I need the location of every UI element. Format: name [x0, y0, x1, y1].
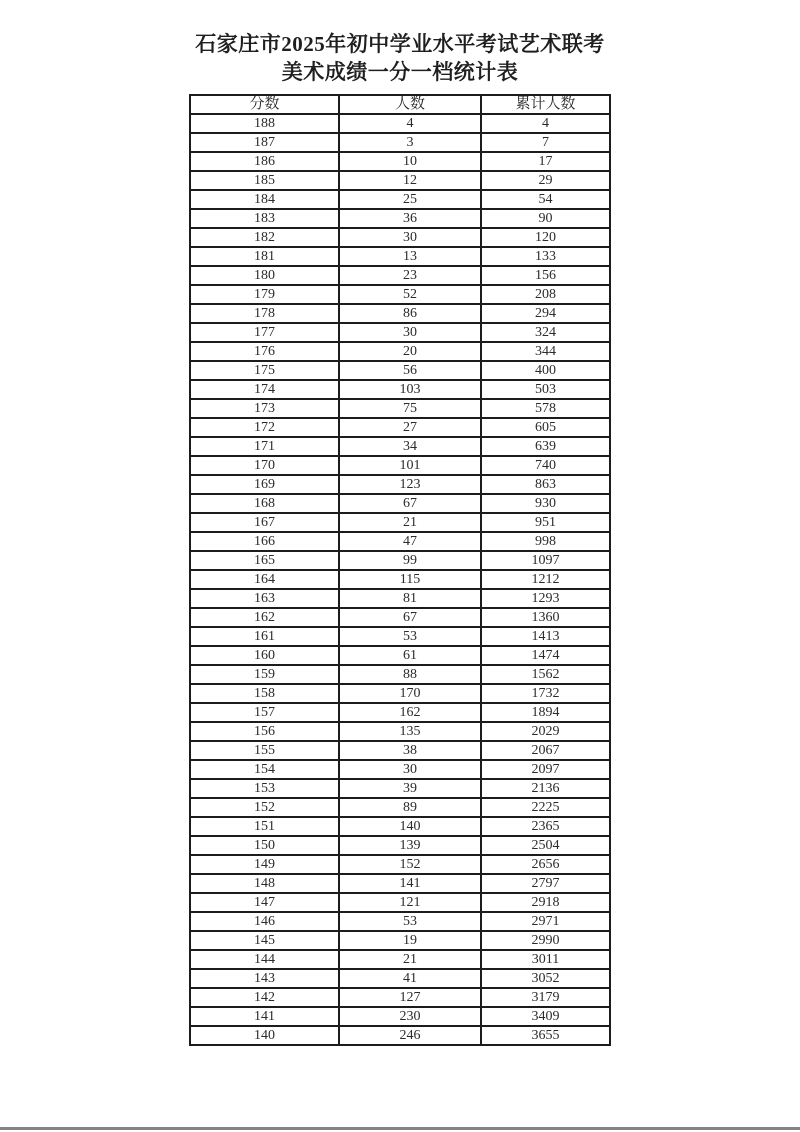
cell-count: 140: [339, 817, 481, 836]
cell-score: 164: [190, 570, 339, 589]
cell-cumulative: 3409: [481, 1007, 610, 1026]
cell-cumulative: 156: [481, 266, 610, 285]
cell-score: 160: [190, 646, 339, 665]
table-row: [190, 152, 610, 171]
cell-count: 12: [339, 171, 481, 190]
cell-score: 152: [190, 798, 339, 817]
table-row: [190, 361, 610, 380]
cell-score: 180: [190, 266, 339, 285]
table-row: [190, 570, 610, 589]
cell-cumulative: 54: [481, 190, 610, 209]
cell-score: 154: [190, 760, 339, 779]
cell-score: 165: [190, 551, 339, 570]
cell-score: 163: [190, 589, 339, 608]
cell-count: 39: [339, 779, 481, 798]
cell-score: 147: [190, 893, 339, 912]
table-row: [190, 190, 610, 209]
table-row: [190, 304, 610, 323]
cell-score: 173: [190, 399, 339, 418]
cell-count: 121: [339, 893, 481, 912]
cell-score: 176: [190, 342, 339, 361]
cell-count: 88: [339, 665, 481, 684]
cell-score: 142: [190, 988, 339, 1007]
cell-count: 13: [339, 247, 481, 266]
cell-cumulative: 208: [481, 285, 610, 304]
cell-score: 140: [190, 1026, 339, 1045]
cell-cumulative: 2918: [481, 893, 610, 912]
cell-cumulative: 344: [481, 342, 610, 361]
table-row: [190, 494, 610, 513]
cell-score: 157: [190, 703, 339, 722]
cell-score: 169: [190, 475, 339, 494]
cell-count: 67: [339, 608, 481, 627]
cell-count: 230: [339, 1007, 481, 1026]
cell-count: 41: [339, 969, 481, 988]
score-distribution-table: [189, 94, 611, 1046]
table-row: [190, 798, 610, 817]
table-row: [190, 1007, 610, 1026]
cell-score: 174: [190, 380, 339, 399]
cell-score: 187: [190, 133, 339, 152]
cell-cumulative: 90: [481, 209, 610, 228]
cell-count: 53: [339, 912, 481, 931]
cell-cumulative: 1413: [481, 627, 610, 646]
cell-cumulative: 17: [481, 152, 610, 171]
header-count: 人数: [339, 95, 481, 114]
cell-score: 162: [190, 608, 339, 627]
cell-score: 181: [190, 247, 339, 266]
table-row: [190, 342, 610, 361]
table-row: [190, 950, 610, 969]
table-row: [190, 988, 610, 1007]
cell-score: 188: [190, 114, 339, 133]
cell-score: 149: [190, 855, 339, 874]
table-row: [190, 133, 610, 152]
cell-count: 3: [339, 133, 481, 152]
cell-count: 21: [339, 950, 481, 969]
table-row: [190, 456, 610, 475]
table-row: [190, 893, 610, 912]
table-row: [190, 437, 610, 456]
table-row: [190, 836, 610, 855]
cell-cumulative: 3011: [481, 950, 610, 969]
cell-score: 144: [190, 950, 339, 969]
cell-score: 146: [190, 912, 339, 931]
cell-score: 172: [190, 418, 339, 437]
cell-cumulative: 2365: [481, 817, 610, 836]
cell-count: 127: [339, 988, 481, 1007]
cell-score: 141: [190, 1007, 339, 1026]
cell-score: 183: [190, 209, 339, 228]
cell-count: 81: [339, 589, 481, 608]
cell-score: 179: [190, 285, 339, 304]
table-row: [190, 912, 610, 931]
cell-cumulative: 1474: [481, 646, 610, 665]
cell-count: 30: [339, 760, 481, 779]
cell-score: 153: [190, 779, 339, 798]
cell-score: 168: [190, 494, 339, 513]
cell-count: 25: [339, 190, 481, 209]
table-row: [190, 931, 610, 950]
cell-cumulative: 2504: [481, 836, 610, 855]
cell-cumulative: 2797: [481, 874, 610, 893]
cell-score: 184: [190, 190, 339, 209]
table-row: [190, 722, 610, 741]
cell-count: 21: [339, 513, 481, 532]
cell-count: 86: [339, 304, 481, 323]
table-row: [190, 475, 610, 494]
cell-cumulative: 863: [481, 475, 610, 494]
cell-cumulative: 1732: [481, 684, 610, 703]
cell-score: 156: [190, 722, 339, 741]
cell-count: 170: [339, 684, 481, 703]
cell-count: 38: [339, 741, 481, 760]
cell-count: 123: [339, 475, 481, 494]
table-row: [190, 551, 610, 570]
cell-cumulative: 7: [481, 133, 610, 152]
cell-score: 175: [190, 361, 339, 380]
cell-count: 56: [339, 361, 481, 380]
cell-cumulative: 740: [481, 456, 610, 475]
cell-score: 148: [190, 874, 339, 893]
table-row: [190, 874, 610, 893]
cell-cumulative: 2990: [481, 931, 610, 950]
table-row: [190, 703, 610, 722]
cell-cumulative: 3052: [481, 969, 610, 988]
table-row: [190, 1026, 610, 1045]
cell-count: 115: [339, 570, 481, 589]
table-row: [190, 760, 610, 779]
cell-score: 159: [190, 665, 339, 684]
table-row: [190, 380, 610, 399]
cell-count: 67: [339, 494, 481, 513]
table-row: [190, 418, 610, 437]
cell-score: 178: [190, 304, 339, 323]
cell-cumulative: 133: [481, 247, 610, 266]
table-row: [190, 209, 610, 228]
cell-count: 34: [339, 437, 481, 456]
cell-score: 158: [190, 684, 339, 703]
cell-score: 166: [190, 532, 339, 551]
cell-count: 99: [339, 551, 481, 570]
cell-cumulative: 294: [481, 304, 610, 323]
table-row: [190, 646, 610, 665]
cell-count: 53: [339, 627, 481, 646]
table-row: [190, 266, 610, 285]
cell-cumulative: 29: [481, 171, 610, 190]
cell-score: 185: [190, 171, 339, 190]
cell-count: 139: [339, 836, 481, 855]
cell-count: 47: [339, 532, 481, 551]
table-row: [190, 969, 610, 988]
cell-cumulative: 605: [481, 418, 610, 437]
cell-score: 155: [190, 741, 339, 760]
cell-cumulative: 4: [481, 114, 610, 133]
table-body: [190, 114, 610, 1045]
cell-count: 75: [339, 399, 481, 418]
table-row: [190, 684, 610, 703]
table-row: [190, 323, 610, 342]
table-row: [190, 247, 610, 266]
cell-score: 171: [190, 437, 339, 456]
cell-score: 143: [190, 969, 339, 988]
cell-cumulative: 639: [481, 437, 610, 456]
cell-cumulative: 998: [481, 532, 610, 551]
header-score: 分数: [190, 95, 339, 114]
table-row: [190, 114, 610, 133]
cell-count: 10: [339, 152, 481, 171]
table-row: [190, 817, 610, 836]
table-row: [190, 665, 610, 684]
cell-cumulative: 2067: [481, 741, 610, 760]
cell-count: 89: [339, 798, 481, 817]
cell-cumulative: 2225: [481, 798, 610, 817]
table-row: [190, 608, 610, 627]
cell-cumulative: 930: [481, 494, 610, 513]
cell-cumulative: 3655: [481, 1026, 610, 1045]
cell-count: 27: [339, 418, 481, 437]
cell-score: 161: [190, 627, 339, 646]
cell-cumulative: 1360: [481, 608, 610, 627]
cell-count: 20: [339, 342, 481, 361]
cell-cumulative: 951: [481, 513, 610, 532]
title-line-2: 美术成绩一分一档统计表: [281, 60, 519, 84]
cell-count: 52: [339, 285, 481, 304]
cell-count: 101: [339, 456, 481, 475]
cell-cumulative: 2097: [481, 760, 610, 779]
title-line-1: 石家庄市2025年初中学业水平考试艺术联考: [195, 32, 605, 56]
table-header-row: [190, 95, 610, 114]
table-row: [190, 513, 610, 532]
cell-count: 152: [339, 855, 481, 874]
table-row: [190, 532, 610, 551]
cell-score: 145: [190, 931, 339, 950]
cell-cumulative: 2971: [481, 912, 610, 931]
page-bottom-edge: [0, 1127, 800, 1130]
table-row: [190, 171, 610, 190]
cell-count: 30: [339, 323, 481, 342]
cell-count: 141: [339, 874, 481, 893]
cell-cumulative: 1894: [481, 703, 610, 722]
cell-cumulative: 120: [481, 228, 610, 247]
cell-score: 177: [190, 323, 339, 342]
cell-count: 23: [339, 266, 481, 285]
cell-cumulative: 578: [481, 399, 610, 418]
cell-count: 4: [339, 114, 481, 133]
cell-score: 150: [190, 836, 339, 855]
cell-count: 30: [339, 228, 481, 247]
cell-cumulative: 1293: [481, 589, 610, 608]
cell-cumulative: 324: [481, 323, 610, 342]
table-row: [190, 285, 610, 304]
cell-cumulative: 3179: [481, 988, 610, 1007]
header-cumulative: 累计人数: [481, 95, 610, 114]
cell-count: 135: [339, 722, 481, 741]
cell-count: 61: [339, 646, 481, 665]
cell-cumulative: 1097: [481, 551, 610, 570]
cell-count: 162: [339, 703, 481, 722]
cell-count: 19: [339, 931, 481, 950]
table-row: [190, 855, 610, 874]
cell-score: 186: [190, 152, 339, 171]
cell-score: 170: [190, 456, 339, 475]
table-row: [190, 589, 610, 608]
table-row: [190, 779, 610, 798]
cell-score: 151: [190, 817, 339, 836]
cell-score: 167: [190, 513, 339, 532]
cell-cumulative: 1562: [481, 665, 610, 684]
cell-cumulative: 2136: [481, 779, 610, 798]
document-title: [0, 30, 800, 86]
cell-score: 182: [190, 228, 339, 247]
cell-cumulative: 2029: [481, 722, 610, 741]
cell-cumulative: 400: [481, 361, 610, 380]
cell-cumulative: 1212: [481, 570, 610, 589]
table-row: [190, 228, 610, 247]
cell-count: 246: [339, 1026, 481, 1045]
table-row: [190, 399, 610, 418]
cell-cumulative: 503: [481, 380, 610, 399]
table-row: [190, 741, 610, 760]
cell-count: 36: [339, 209, 481, 228]
cell-count: 103: [339, 380, 481, 399]
cell-cumulative: 2656: [481, 855, 610, 874]
table-row: [190, 627, 610, 646]
